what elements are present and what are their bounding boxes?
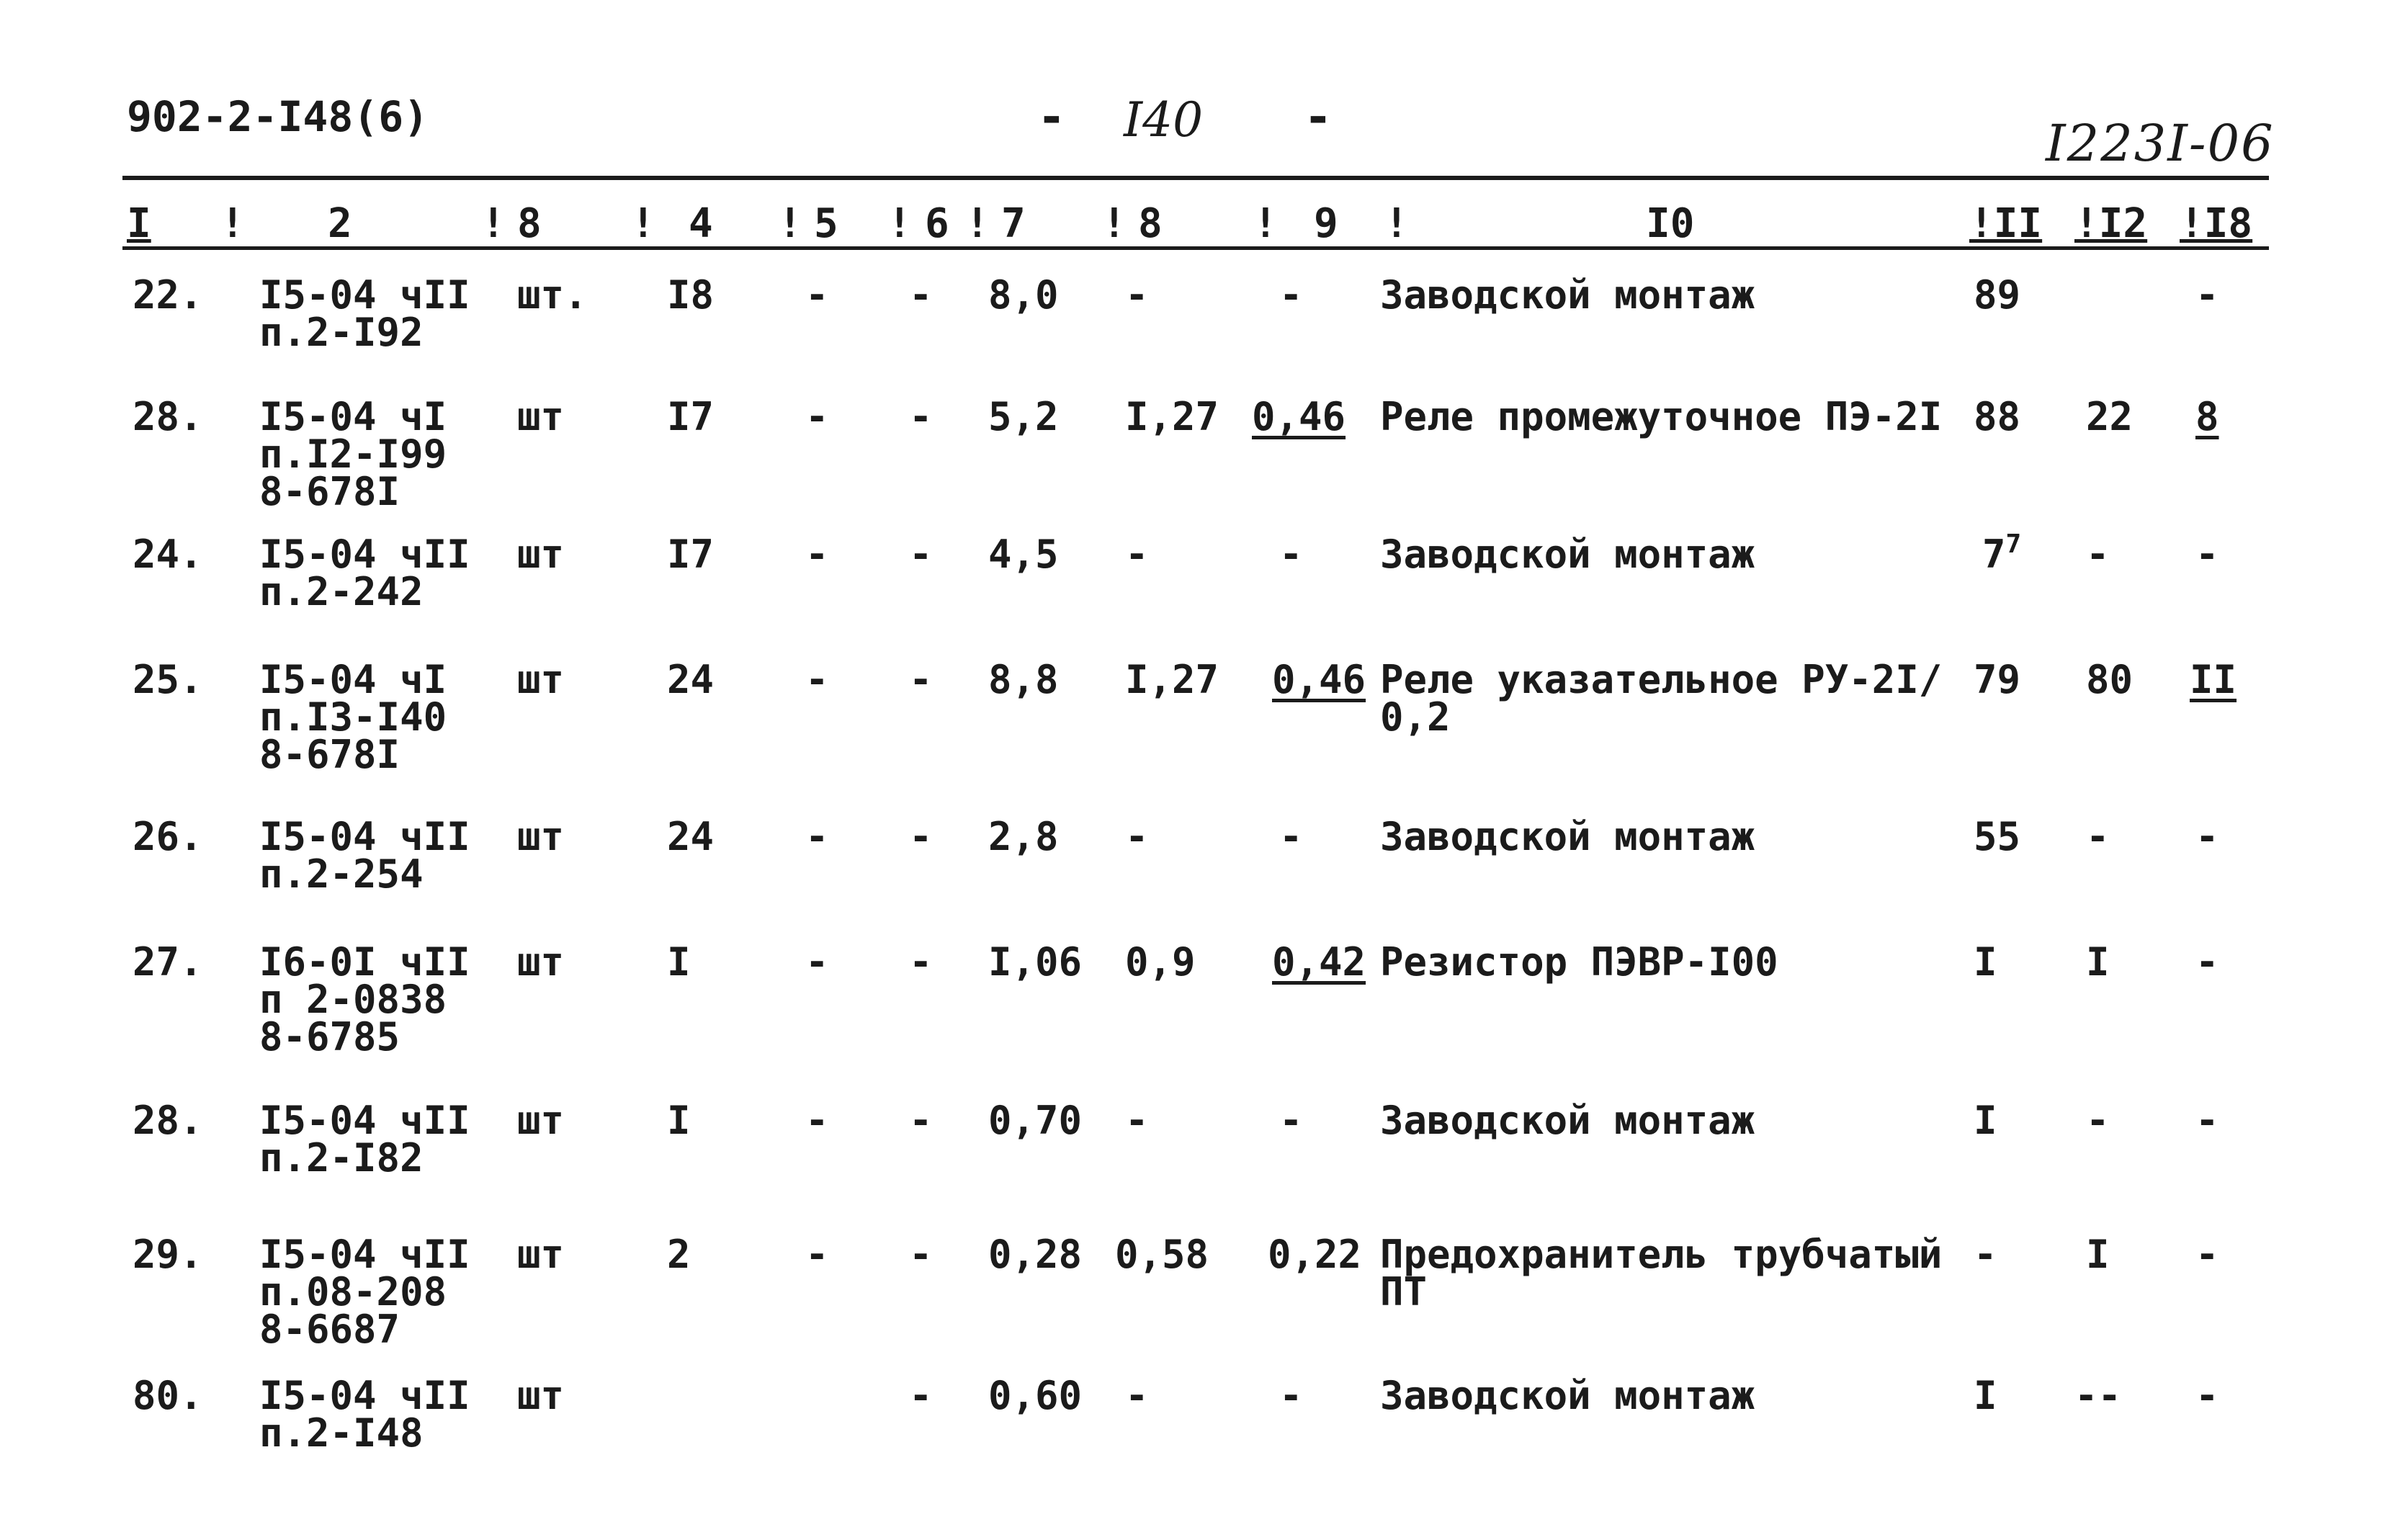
cell-col4: I7 — [667, 532, 715, 577]
part-reference: I5-04 чII п.2-242 — [259, 532, 470, 614]
item-name: Заводской монтаж — [1380, 814, 1755, 859]
cell-col8: - — [1125, 814, 1149, 859]
unit: шт — [517, 394, 565, 439]
column-separator: ! — [481, 200, 506, 247]
cell-col4: 24 — [667, 657, 715, 702]
cell-col5: - — [805, 657, 829, 702]
column-separator: ! — [778, 200, 802, 247]
cell-col5: - — [805, 814, 829, 859]
cell-col7: 4,5 — [988, 532, 1059, 577]
row-number: 25. — [133, 657, 203, 702]
cell-col6: - — [909, 532, 933, 577]
cell-col7: 8,8 — [988, 657, 1059, 702]
cell-col8: - — [1125, 272, 1149, 318]
row-number: 27. — [133, 939, 203, 985]
item-name: Реле указательное РУ-2I/ 0,2 — [1380, 657, 1943, 740]
cell-col7: 5,2 — [988, 394, 1059, 439]
cell-col12: 80 — [2086, 657, 2133, 702]
cell-col9: 0,46 — [1272, 657, 1366, 702]
cell-col11: I — [1974, 1098, 1997, 1143]
unit: шт — [517, 1098, 565, 1143]
cell-col13: - — [2195, 1373, 2219, 1418]
cell-col6: - — [909, 1373, 933, 1418]
page-dash-left: - — [1037, 89, 1066, 145]
column-header-1: I — [127, 200, 151, 247]
cell-col11: 89 — [1974, 272, 2021, 318]
cell-col4: I8 — [667, 272, 715, 318]
cell-col8: - — [1125, 532, 1149, 577]
cell-col5: - — [805, 272, 829, 318]
item-name: Заводской монтаж — [1380, 1098, 1755, 1143]
item-name: Заводской монтаж — [1380, 272, 1755, 318]
part-reference: I5-04 чII п.2-I82 — [259, 1098, 470, 1181]
cell-col9: 0,42 — [1272, 939, 1366, 985]
item-name: Резистор ПЭВР-I00 — [1380, 939, 1778, 985]
cell-col9: 0,22 — [1268, 1232, 1362, 1277]
cell-col11-superscript: 7 — [2005, 529, 2022, 559]
cell-col8: - — [1125, 1098, 1149, 1143]
cell-col6: - — [909, 814, 933, 859]
cell-col13: - — [2195, 532, 2219, 577]
column-separator: ! — [1384, 200, 1409, 247]
cell-col9: - — [1279, 272, 1303, 318]
column-separator: ! — [1253, 200, 1278, 247]
part-reference: I5-04 чII п.2-I48 — [259, 1373, 470, 1456]
cell-col4: 24 — [667, 814, 715, 859]
cell-col7: 8,0 — [988, 272, 1059, 318]
archive-code: I223I-06 — [2046, 114, 2275, 173]
cell-col8: 0,9 — [1125, 939, 1196, 985]
cell-col4: I — [667, 939, 691, 985]
cell-col4: 2 — [667, 1232, 691, 1277]
unit: шт — [517, 532, 565, 577]
row-number: 80. — [133, 1373, 203, 1418]
column-header-2: 2 — [328, 200, 352, 247]
column-header-8: 8 — [1138, 200, 1163, 247]
cell-col6: - — [909, 394, 933, 439]
unit: шт — [517, 814, 565, 859]
cell-col13: - — [2195, 272, 2219, 318]
column-header-4: 4 — [689, 200, 713, 247]
column-separator: ! — [631, 200, 655, 247]
cell-col6: - — [909, 1232, 933, 1277]
column-header-6: 6 — [925, 200, 949, 247]
cell-col11: 55 — [1974, 814, 2021, 859]
cell-col13: 8 — [2195, 394, 2219, 439]
cell-col11: I — [1974, 939, 1997, 985]
cell-col5: - — [805, 394, 829, 439]
cell-col4: I — [667, 1098, 691, 1143]
cell-col9: - — [1279, 532, 1303, 577]
row-number: 26. — [133, 814, 203, 859]
row-number: 29. — [133, 1232, 203, 1277]
cell-col6: - — [909, 657, 933, 702]
item-name: Заводской монтаж — [1380, 1373, 1755, 1418]
part-reference: I5-04 чII п.08-208 8-6687 — [259, 1232, 470, 1352]
cell-col5: - — [805, 1098, 829, 1143]
part-reference: I6-0I чII п 2-0838 8-6785 — [259, 939, 470, 1060]
column-separator: ! — [965, 200, 990, 247]
part-reference: I5-04 чI п.I2-I99 8-678I — [259, 394, 447, 514]
column-separator: ! — [220, 200, 245, 247]
cell-col13: - — [2195, 1098, 2219, 1143]
page-number: I40 — [1124, 92, 1204, 148]
cell-col11: I — [1974, 1373, 1997, 1418]
cell-col9: - — [1279, 1373, 1303, 1418]
column-header-12: !I2 — [2074, 200, 2148, 247]
column-header-5: 5 — [814, 200, 838, 247]
cell-col13: - — [2195, 939, 2219, 985]
column-header-3: 8 — [517, 200, 542, 247]
cell-col5: - — [805, 1232, 829, 1277]
column-header-9: 9 — [1314, 200, 1338, 247]
cell-col11: $7^7$ — [1982, 529, 2022, 577]
page-dash-right: - — [1304, 89, 1333, 145]
cell-col9: - — [1279, 1098, 1303, 1143]
cell-col11: 88 — [1974, 394, 2021, 439]
unit: шт — [517, 1232, 565, 1277]
cell-col12: -- — [2074, 1373, 2122, 1418]
cell-col5: - — [805, 532, 829, 577]
unit: шт — [517, 1373, 565, 1418]
cell-col7: 0,28 — [988, 1232, 1083, 1277]
header-rule — [122, 246, 2269, 250]
column-header-11: !II — [1969, 200, 2043, 247]
unit: шт — [517, 657, 565, 702]
cell-col6: - — [909, 939, 933, 985]
cell-col5: - — [805, 939, 829, 985]
cell-col13: - — [2195, 814, 2219, 859]
cell-col7: 0,70 — [988, 1098, 1083, 1143]
part-reference: I5-04 чII п.2-254 — [259, 814, 470, 897]
cell-col11: 79 — [1974, 657, 2021, 702]
cell-col12: I — [2086, 939, 2110, 985]
column-separator: ! — [887, 200, 912, 247]
cell-col4: I7 — [667, 394, 715, 439]
cell-col7: I,06 — [988, 939, 1083, 985]
unit: шт. — [517, 272, 588, 318]
cell-col12: - — [2086, 532, 2110, 577]
cell-col12: I — [2086, 1232, 2110, 1277]
part-reference: I5-04 чI п.I3-I40 8-678I — [259, 657, 447, 777]
cell-col9: 0,46 — [1252, 394, 1346, 439]
cell-col13: - — [2195, 1232, 2219, 1277]
column-header-7: 7 — [1001, 200, 1026, 247]
cell-col13: II — [2190, 657, 2237, 702]
cell-col8: 0,58 — [1115, 1232, 1209, 1277]
item-name: Предохранитель трубчатый ПТ — [1380, 1232, 1943, 1315]
row-number: 28. — [133, 394, 203, 439]
cell-col8: - — [1125, 1373, 1149, 1418]
part-reference: I5-04 чII п.2-I92 — [259, 272, 470, 355]
cell-col7: 2,8 — [988, 814, 1059, 859]
document-code: 902-2-I48(6) — [127, 92, 429, 141]
top-rule — [122, 176, 2269, 180]
row-number: 28. — [133, 1098, 203, 1143]
row-number: 24. — [133, 532, 203, 577]
item-name: Заводской монтаж — [1380, 532, 1755, 577]
cell-col7: 0,60 — [988, 1373, 1083, 1418]
cell-col12: - — [2086, 814, 2110, 859]
cell-col8: I,27 — [1125, 394, 1219, 439]
column-header-10: I0 — [1646, 200, 1695, 247]
cell-col12: 22 — [2086, 394, 2133, 439]
column-header-13: !I8 — [2180, 200, 2253, 247]
cell-col11: - — [1974, 1232, 1997, 1277]
cell-col8: I,27 — [1125, 657, 1219, 702]
item-name: Реле промежуточное ПЭ-2I — [1380, 394, 1943, 439]
unit: шт — [517, 939, 565, 985]
row-number: 22. — [133, 272, 203, 318]
cell-col12: - — [2086, 1098, 2110, 1143]
cell-col6: - — [909, 272, 933, 318]
cell-col9: - — [1279, 814, 1303, 859]
cell-col6: - — [909, 1098, 933, 1143]
column-separator: ! — [1102, 200, 1127, 247]
